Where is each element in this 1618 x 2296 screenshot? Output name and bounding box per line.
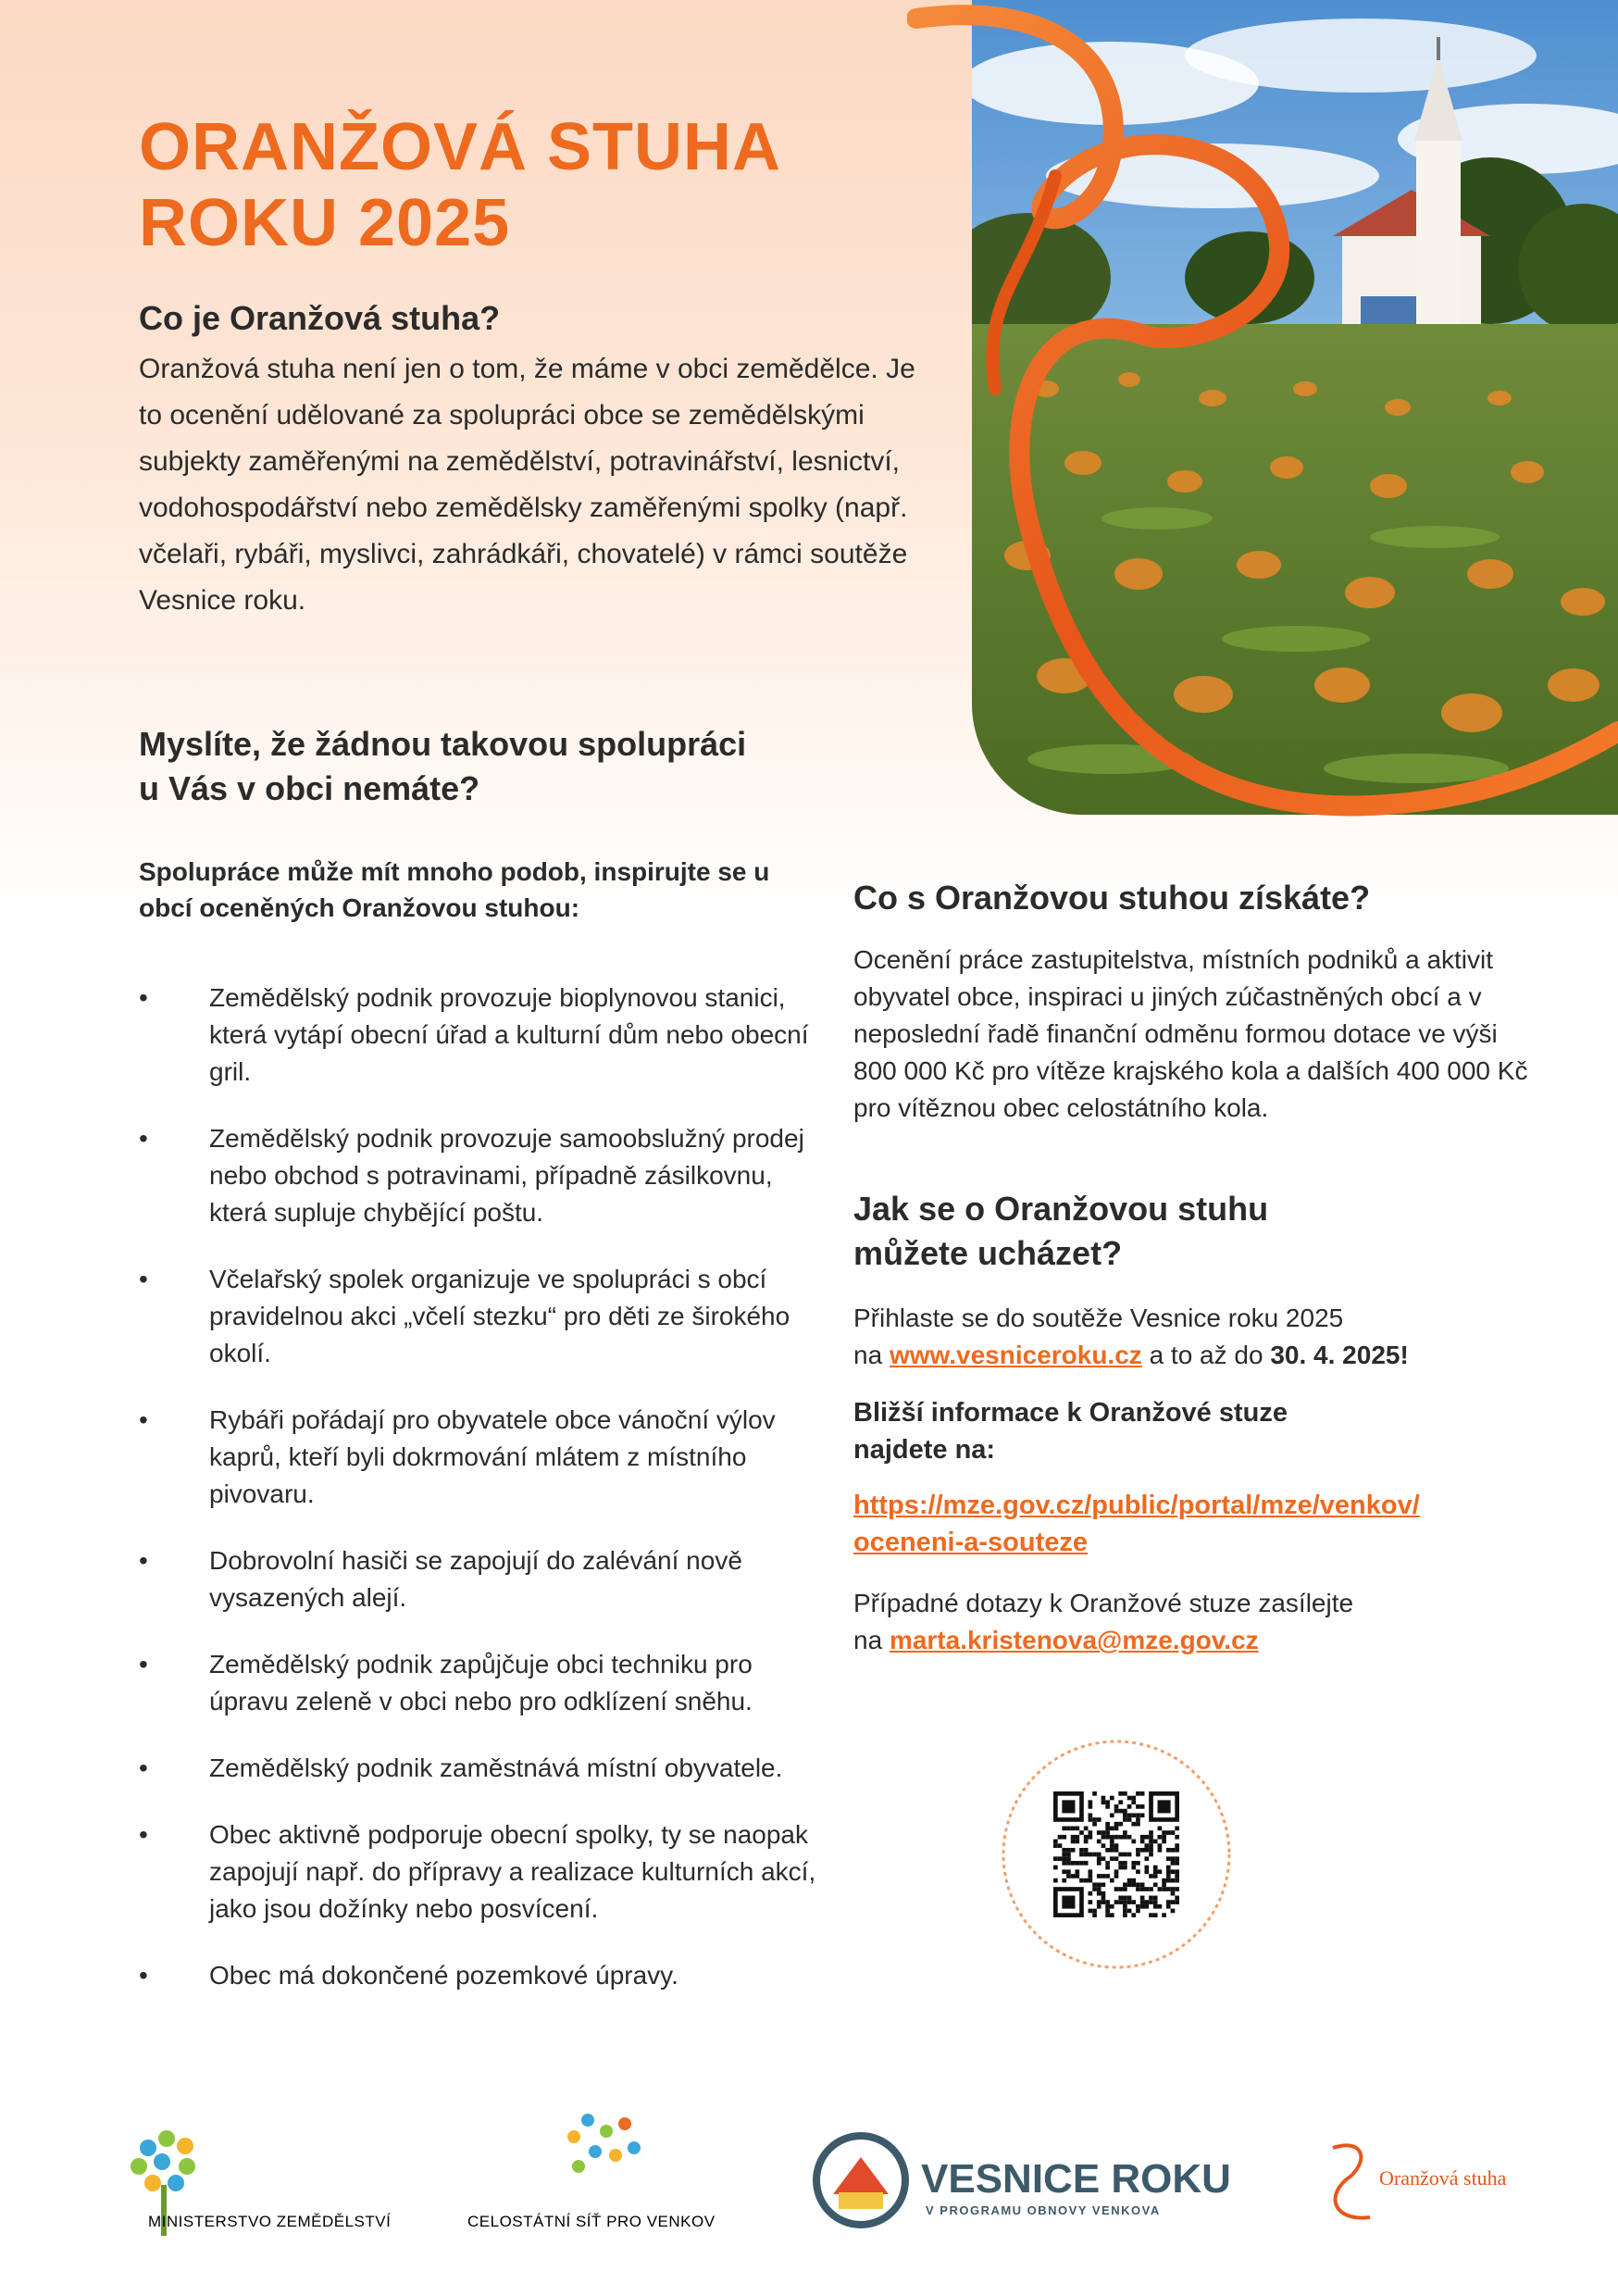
bullet-icon: •: [139, 1265, 148, 1293]
apply-text: [853, 1300, 1538, 1374]
title-line-1: ORANŽOVÁ STUHA: [139, 110, 781, 184]
village-photo: [972, 0, 1618, 815]
ministry-logo: [131, 2130, 391, 2236]
mze-link-line-1[interactable]: https://mze.gov.cz/public/portal/mze/venkov/: [853, 1491, 1420, 1520]
ribbon-logo: [1333, 2145, 1507, 2217]
bullet-icon: •: [139, 1820, 148, 1849]
network-logo-text: CELOSTÁTNÍ SÍŤ PRO VENKOV: [467, 2213, 716, 2230]
mze-info-link[interactable]: [853, 1487, 1538, 1561]
bullet-icon: •: [139, 1124, 148, 1153]
what-is-section: [139, 296, 935, 624]
cooperation-heading-line-2: u Vás v obci nemáte?: [139, 769, 480, 807]
list-item-text: Obec má dokončené pozemkové úpravy.: [209, 1961, 678, 1990]
ministry-logo-text: MINISTERSTVO ZEMĚDĚLSTVÍ: [148, 2213, 392, 2230]
what-is-heading: Co je Oranžová stuha?: [139, 299, 501, 337]
list-item-text: Obec aktivně podporuje obecní spolky, ty se naopak zapojují např. do přípravy a realizace kulturních akcí, jako jsou dožínky nebo posvícení.: [209, 1820, 816, 1923]
list-item: [139, 1402, 824, 1513]
list-item-text: Zemědělský podnik zapůjčuje obci techniku pro úpravu zeleně v obci nebo pro odklízení sněhu.: [209, 1650, 753, 1716]
list-item: [139, 1120, 824, 1231]
qr-code[interactable]: [1000, 1738, 1233, 1971]
list-item-text: Včelařský spolek organizuje ve spolupráci s obcí pravidelnou akci „včelí stezku“ pro děti ze širokého okolí.: [209, 1265, 790, 1367]
apply-middle: a to až do: [1149, 1341, 1263, 1369]
apply-text-line-1: Přihlaste se do soutěže Vesnice roku 2025: [853, 1304, 1344, 1332]
info-heading: [853, 1394, 1538, 1468]
partner-logos: [0, 2092, 1618, 2277]
village-logo: [816, 2136, 1231, 2225]
what-is-body: Oranžová stuha není jen o tom, že máme v obci zemědělce. Je to ocenění udělované za spolupráci obce se zemědělskými subjekty zaměřenými na zemědělství, potravinářství, lesnictví, vodohospodářství nebo zemědělsky zaměřenými spolky (např. včelaři, rybáři, myslivci, zahrádkáři, chovatelé) v rámci soutěže Vesnice roku.: [139, 354, 915, 616]
cooperation-heading: [139, 722, 842, 811]
deadline: 30. 4. 2025!: [1270, 1341, 1409, 1369]
contact-email-link[interactable]: marta.kristenova@mze.gov.cz: [889, 1626, 1259, 1654]
examples-lead: Spolupráce může mít mnoho podob, inspirujte se u obcí oceněných Oranžovou stuhou:: [139, 857, 770, 922]
info-heading-line-1: Bližší informace k Oranžové stuze: [853, 1398, 1288, 1428]
cooperation-section: [139, 722, 842, 811]
list-item-text: Rybáři pořádají pro obyvatele obce vánoční výlov kaprů, kteří byli dokrmování mlátem z místního pivovaru.: [209, 1405, 776, 1508]
contact-text: [853, 1585, 1538, 1659]
list-item: [139, 1816, 824, 1928]
bullet-icon: •: [139, 1753, 148, 1782]
village-logo-title: VESNICE ROKU: [921, 2156, 1231, 2202]
bullet-icon: •: [139, 1961, 148, 1990]
cooperation-heading-line-1: Myslíte, že žádnou takovou spolupráci: [139, 725, 747, 763]
vesniceroku-link[interactable]: www.vesniceroku.cz: [889, 1341, 1142, 1369]
list-item-text: Zemědělský podnik zaměstnává místní obyvatele.: [209, 1753, 783, 1782]
examples-list: [139, 980, 824, 2024]
bullet-icon: •: [139, 1650, 148, 1678]
contact-prefix: na: [853, 1626, 883, 1654]
network-logo: [467, 2114, 716, 2230]
mze-link-line-2[interactable]: oceneni-a-souteze: [853, 1528, 1088, 1557]
contact-line: Případné dotazy k Oranžové stuze zasílejte: [853, 1589, 1354, 1617]
apply-prefix: na: [853, 1341, 883, 1369]
ribbon-logo-text: Oranžová stuha: [1379, 2166, 1507, 2190]
list-item-text: Zemědělský podnik provozuje bioplynovou stanici, která vytápí obecní úřad a kulturní dům nebo obecní gril.: [209, 983, 809, 1086]
list-item: [139, 1542, 824, 1616]
list-item: [139, 1750, 824, 1787]
list-item: [139, 980, 824, 1091]
apply-heading-line-2: můžete ucházet?: [853, 1234, 1123, 1272]
apply-heading: [853, 1187, 1538, 1276]
list-item: [139, 1957, 824, 1994]
list-item: [139, 1261, 824, 1372]
list-item-text: Dobrovolní hasiči se zapojují do zalévání nově vysazených alejí.: [209, 1546, 742, 1612]
benefits-body: Ocenění práce zastupitelstva, místních podniků a aktivit obyvatel obce, inspiraci u jiných zúčastněných obcí a v neposlední řadě finanční odměnu formou dotace ve výši 800 000 Kč pro vítěze krajského kola a dalších 400 000 Kč pro vítěznou obec celostátního kola.: [853, 945, 1528, 1122]
title-line-2: ROKU 2025: [139, 186, 511, 260]
info-heading-line-2: najdete na:: [853, 1435, 996, 1465]
bullet-icon: •: [139, 1405, 148, 1434]
apply-heading-line-1: Jak se o Oranžovou stuhu: [853, 1190, 1269, 1228]
bullet-icon: •: [139, 983, 148, 1012]
bullet-icon: •: [139, 1546, 148, 1575]
list-item: [139, 1646, 824, 1720]
page-title: [139, 109, 953, 261]
list-item-text: Zemědělský podnik provozuje samoobslužný prodej nebo obchod s potravinami, případně zásilkovnu, která supluje chybějící poštu.: [209, 1124, 804, 1227]
village-logo-subtitle: V PROGRAMU OBNOVY VENKOVA: [926, 2203, 1161, 2217]
benefits-heading: Co s Oranžovou stuhou získáte?: [853, 879, 1371, 917]
